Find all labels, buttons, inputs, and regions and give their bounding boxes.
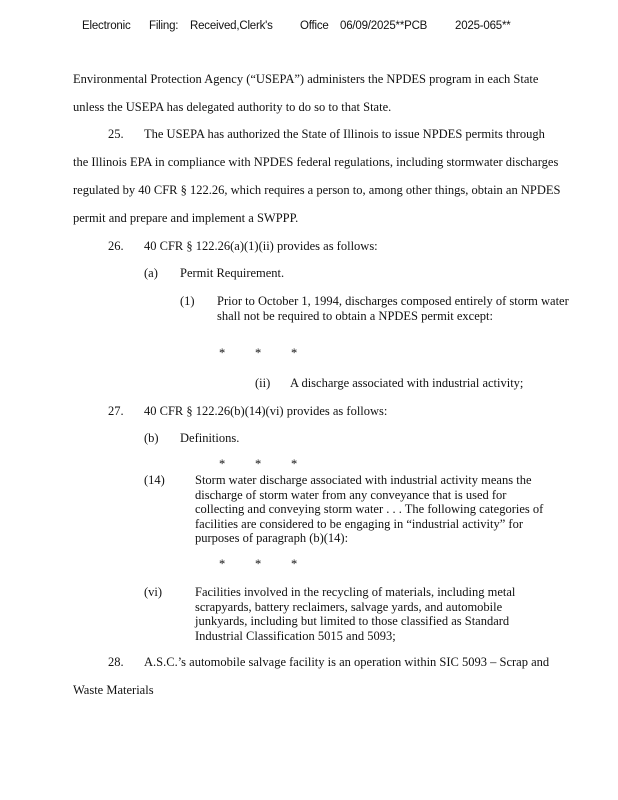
ellipsis-asterisks-2 xyxy=(219,457,309,473)
paragraph-25-number: 25. xyxy=(108,127,124,141)
asterisk: * xyxy=(291,557,298,571)
asterisk: * xyxy=(291,346,298,360)
body-line-2: unless the USEPA has delegated authority to do so to that State. xyxy=(73,100,392,114)
asterisk: * xyxy=(255,557,262,571)
header-office: Office xyxy=(300,20,329,32)
paragraph-28-line-2: Waste Materials xyxy=(73,683,154,697)
header-electronic: Electronic xyxy=(82,20,131,32)
asterisk: * xyxy=(219,457,226,471)
item-14-label: (14) xyxy=(144,473,165,487)
paragraph-26-number: 26. xyxy=(108,239,124,253)
header-received: Received,Clerk's xyxy=(190,20,273,32)
item-1-label: (1) xyxy=(180,294,195,308)
paragraph-28-number: 28. xyxy=(108,655,124,669)
subsection-b-text: Definitions. xyxy=(180,431,240,445)
paragraph-27-text: 40 CFR § 122.26(b)(14)(vi) provides as follows: xyxy=(144,404,388,418)
asterisk: * xyxy=(255,346,262,360)
item-vi-label: (vi) xyxy=(144,585,163,599)
item-1-text: Prior to October 1, 1994, discharges composed entirely of storm water shall not be required to obtain a NPDES permit except: xyxy=(217,294,569,323)
item-ii-label: (ii) xyxy=(255,376,271,390)
paragraph-27-number: 27. xyxy=(108,404,124,418)
ellipsis-asterisks-3 xyxy=(219,557,309,573)
ellipsis-asterisks-1 xyxy=(219,346,309,362)
header-filing: Filing: xyxy=(149,20,179,32)
asterisk: * xyxy=(255,457,262,471)
subsection-b-label: (b) xyxy=(144,431,159,445)
header-docket: 2025-065** xyxy=(455,20,511,32)
paragraph-25-line-3: regulated by 40 CFR § 122.26, which requires a person to, among other things, obtain an NPDES xyxy=(73,183,561,197)
asterisk: * xyxy=(219,557,226,571)
body-line-1: Environmental Protection Agency (“USEPA”) administers the NPDES program in each State xyxy=(73,72,539,86)
paragraph-25-line-1: The USEPA has authorized the State of Illinois to issue NPDES permits through xyxy=(144,127,545,141)
paragraph-28-line-1: A.S.C.’s automobile salvage facility is an operation within SIC 5093 – Scrap and xyxy=(144,655,550,669)
subsection-a-text: Permit Requirement. xyxy=(180,266,285,280)
item-14-text: Storm water discharge associated with industrial activity means the discharge of storm water from any conveyance that is used for collecting and conveying storm water . . . The following categories of facilities are considered to be engaging in “industrial activity” for purposes of paragraph (b)(14): xyxy=(195,473,544,545)
item-ii-text: A discharge associated with industrial activity; xyxy=(290,376,524,390)
paragraph-26-text: 40 CFR § 122.26(a)(1)(ii) provides as follows: xyxy=(144,239,378,253)
header-date: 06/09/2025**PCB xyxy=(340,20,428,32)
subsection-a-label: (a) xyxy=(144,266,158,280)
asterisk: * xyxy=(291,457,298,471)
paragraph-25-line-2: the Illinois EPA in compliance with NPDES federal regulations, including stormwater discharges xyxy=(73,155,559,169)
asterisk: * xyxy=(219,346,226,360)
paragraph-25-line-4: permit and prepare and implement a SWPPP. xyxy=(73,211,299,225)
item-vi-text: Facilities involved in the recycling of materials, including metal scrapyards, battery reclaimers, salvage yards, and automobile junkyards, including but limited to those classified as Standard Industrial Classification 5015 and 5093; xyxy=(195,585,516,643)
